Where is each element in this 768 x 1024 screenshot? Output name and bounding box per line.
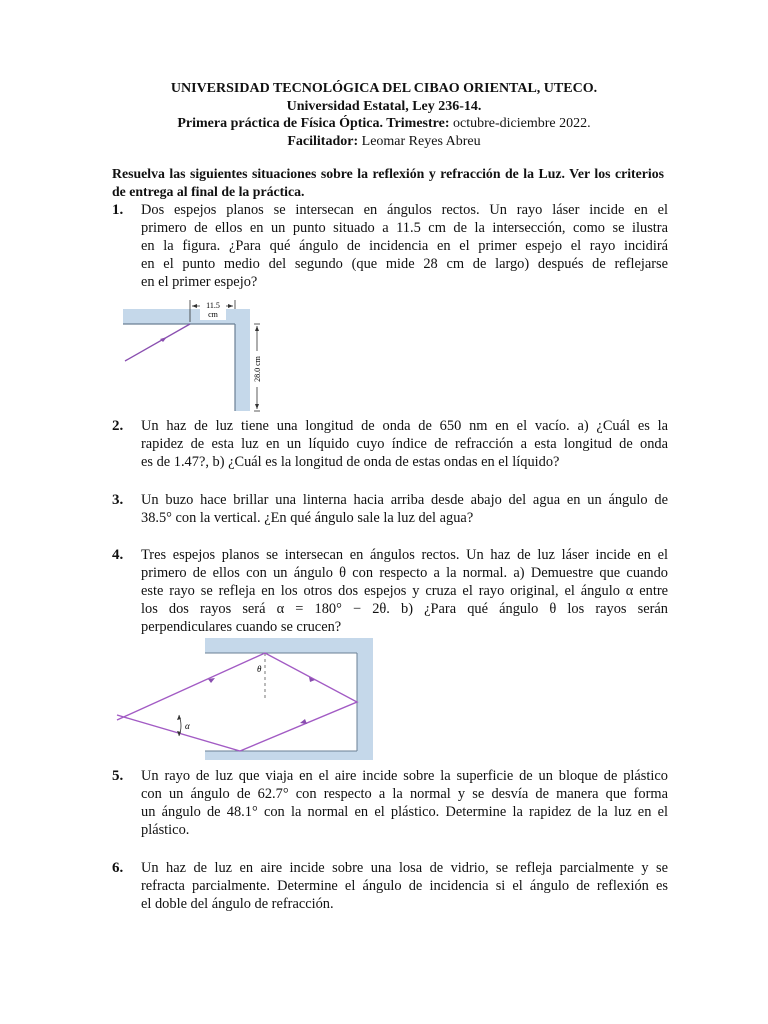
- question-5: [112, 767, 668, 839]
- question-number: 2.: [112, 418, 124, 434]
- question-number: 1.: [112, 202, 124, 218]
- question-number: 6.: [112, 860, 124, 876]
- question-number: 4.: [112, 547, 124, 563]
- question-line: perpendiculares cuando se crucen?: [141, 619, 342, 635]
- question-4: [112, 546, 668, 636]
- facilitator-name: Leomar Reyes Abreu: [358, 133, 481, 149]
- question-text: [141, 417, 668, 471]
- question-line: este rayo se refleja en los otros dos espejos y cruza el rayo original, el ángulo α entre: [141, 583, 668, 599]
- question-line: en el primer espejo?: [141, 274, 258, 290]
- theta-label: θ: [257, 664, 262, 674]
- question-text: [141, 859, 668, 913]
- question-line: rapidez de esta luz en un líquido cuyo índice de refracción a esta longitud de onda: [141, 436, 668, 452]
- figure-three-mirrors: [115, 638, 375, 760]
- question-line: el doble del ángulo de refracción.: [141, 896, 334, 912]
- question-line: los dos rayos será α = 180° − 2θ. b) ¿Para qué ángulo θ los rayos serán: [141, 601, 668, 617]
- question-text: [141, 767, 668, 839]
- question-line: Un rayo de luz que viaja en el aire incide sobre la superficie de un bloque de plástico: [141, 768, 668, 784]
- question-line: Un buzo hace brillar una linterna hacia arriba desde abajo del agua en un ángulo de: [141, 492, 668, 508]
- question-text: [141, 546, 668, 636]
- alpha-label: α: [185, 721, 190, 731]
- dimension-label-top: 11.5: [206, 301, 220, 310]
- document-header: [0, 80, 768, 150]
- question-3: [112, 491, 668, 527]
- question-line: con un ángulo de 62.7° con respecto a la normal y se desvía de manera que forma: [141, 786, 668, 802]
- dimension-label-side: 28.0 cm: [253, 356, 262, 382]
- vertical-mirror: [235, 309, 250, 411]
- question-text: [141, 201, 668, 291]
- question-line: en la figura. ¿Para qué ángulo de incidencia en el primer espejo el rayo incidirá: [141, 238, 668, 254]
- instructions-line-2: de entrega al final de la práctica.: [112, 184, 305, 199]
- university-law: Universidad Estatal, Ley 236-14.: [286, 98, 482, 114]
- instructions-line-1: Resuelva las siguientes situaciones sobre la reflexión y refracción de la Luz. Ver los criterios: [112, 166, 664, 181]
- facilitator-line: [0, 133, 768, 151]
- figure-two-mirrors: [120, 296, 270, 414]
- question-6: [112, 859, 668, 913]
- question-1: [112, 201, 668, 291]
- question-number: 3.: [112, 492, 124, 508]
- dimension-label-unit: cm: [208, 310, 218, 319]
- instructions: [112, 165, 664, 201]
- question-line: Un haz de luz en aire incide sobre una losa de vidrio, se refleja parcialmente y se: [141, 860, 668, 876]
- practice-title: [0, 115, 768, 133]
- question-line: un ángulo de 48.1° con la normal en el plástico. Determine la rapidez de la luz en el: [141, 804, 668, 820]
- question-2: [112, 417, 668, 471]
- question-line: refracta parcialmente. Determine el ángulo de incidencia si el ángulo de reflexión es: [141, 878, 668, 894]
- question-text: [141, 491, 668, 527]
- laser-ray: [125, 324, 190, 361]
- question-line: Tres espejos planos se intersecan en ángulos rectos. Un haz de luz láser incide en el: [141, 547, 668, 563]
- question-line: plástico.: [141, 822, 190, 838]
- question-line: Dos espejos planos se intersecan en ángulos rectos. Un rayo láser incide en el: [141, 202, 668, 218]
- facilitator-label: Facilitador:: [287, 133, 359, 149]
- question-line: primero de ellos en un punto situado a 11.5 cm de la intersección, como se ilustra: [141, 220, 668, 236]
- university-name: UNIVERSIDAD TECNOLÓGICA DEL CIBAO ORIENTAL, UTECO.: [170, 81, 598, 96]
- question-number: 5.: [112, 768, 124, 784]
- question-line: primero de ellos con un ángulo θ con respecto a la normal. a) Demuestre que cuando: [141, 565, 668, 581]
- question-line: es de 1.47?, b) ¿Cuál es la longitud de onda de estas ondas en el líquido?: [141, 454, 560, 470]
- question-line: 38.5° con la vertical. ¿En qué ángulo sale la luz del agua?: [141, 510, 474, 526]
- practice-trimester: octubre-diciembre 2022.: [449, 116, 591, 131]
- question-line: en el punto medio del segundo (que mide 28 cm de largo) después de reflejarse: [141, 256, 668, 272]
- question-line: Un haz de luz tiene una longitud de onda de 650 nm en el vacío. a) ¿Cuál es la: [141, 418, 668, 434]
- practice-title-bold: Primera práctica de Física Óptica. Trimestre:: [177, 116, 450, 131]
